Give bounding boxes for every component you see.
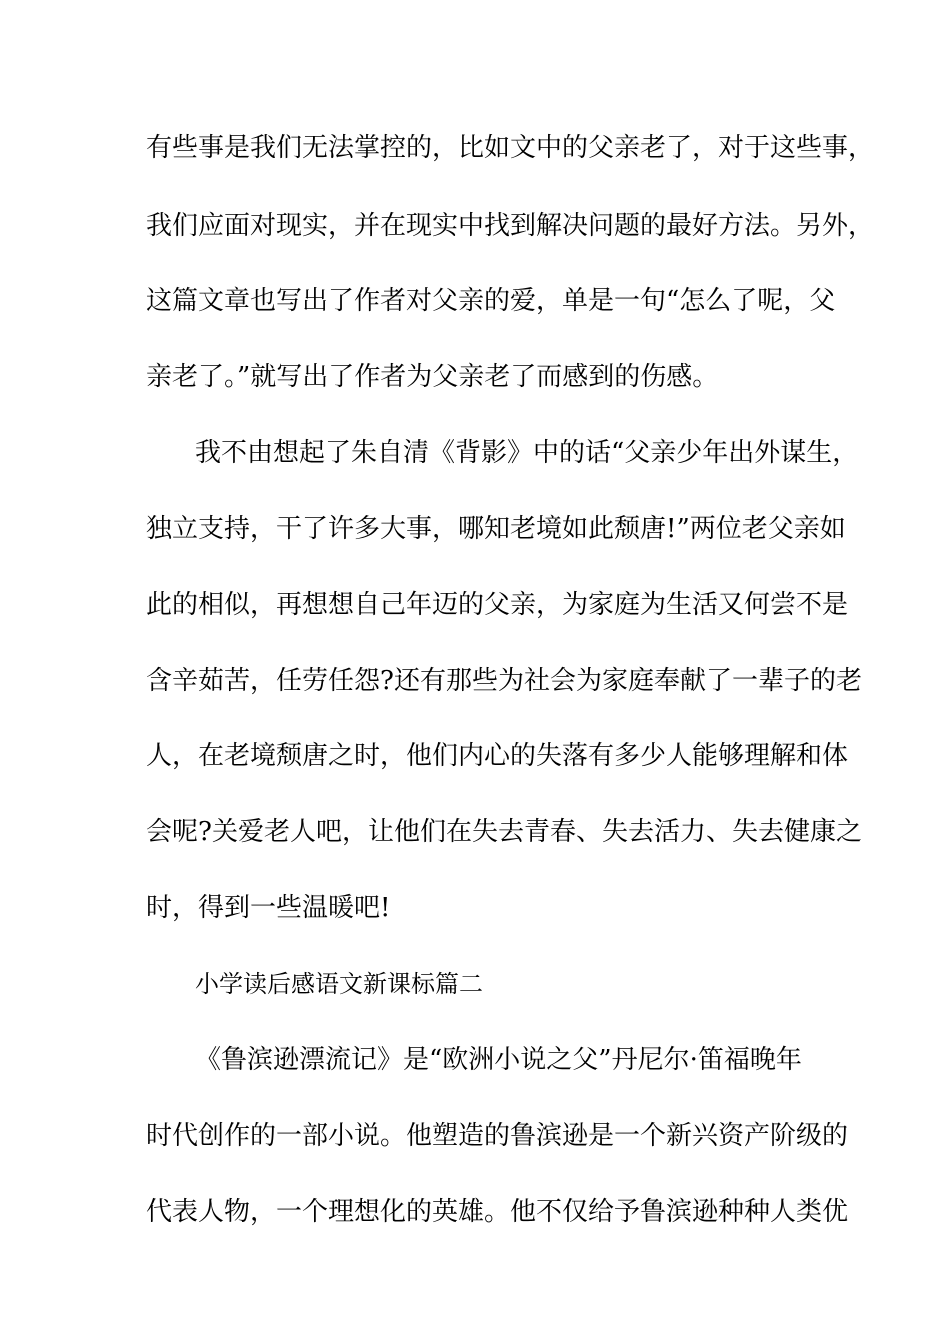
- paragraph-3-line-3: 代表人物，一个理想化的英雄。他不仅给予鲁滨逊种种人类优: [146, 1197, 849, 1227]
- paragraph-1-line-1: 有些事是我们无法掌控的，比如文中的父亲老了，对于这些事，: [146, 133, 875, 163]
- section-heading: 小学读后感语文新课标篇二: [195, 970, 483, 998]
- paragraph-1-line-4: 亲老了。”就写出了作者为父亲老了而感到的伤感。: [146, 362, 719, 392]
- paragraph-2-line-2: 独立支持，干了许多大事，哪知老境如此颓唐!”两位老父亲如: [146, 514, 846, 544]
- paragraph-1-line-3: 这篇文章也写出了作者对父亲的爱，单是一句“怎么了呢，父: [146, 286, 836, 316]
- paragraph-3-line-2: 时代创作的一部小说。他塑造的鲁滨逊是一个新兴资产阶级的: [146, 1121, 849, 1151]
- paragraph-2-line-7: 时，得到一些温暖吧!: [146, 893, 391, 923]
- paragraph-2-line-5: 人，在老境颓唐之时，他们内心的失落有多少人能够理解和体: [146, 741, 849, 771]
- paragraph-1-line-2: 我们应面对现实，并在现实中找到解决问题的最好方法。另外，: [146, 211, 875, 241]
- paragraph-2-line-3: 此的相似，再想想自己年迈的父亲，为家庭为生活又何尝不是: [146, 590, 849, 620]
- paragraph-2-line-1: 我不由想起了朱自清《背影》中的话“父亲少年出外谋生，: [195, 438, 859, 468]
- paragraph-2-line-4: 含辛茹苦，任劳任怨?还有那些为社会为家庭奉献了一辈子的老: [146, 666, 862, 696]
- paragraph-2-line-6: 会呢?关爱老人吧，让他们在失去青春、失去活力、失去健康之: [146, 817, 862, 847]
- paragraph-3-line-1: 《鲁滨逊漂流记》是“欧洲小说之父”丹尼尔·笛福晚年: [195, 1045, 802, 1075]
